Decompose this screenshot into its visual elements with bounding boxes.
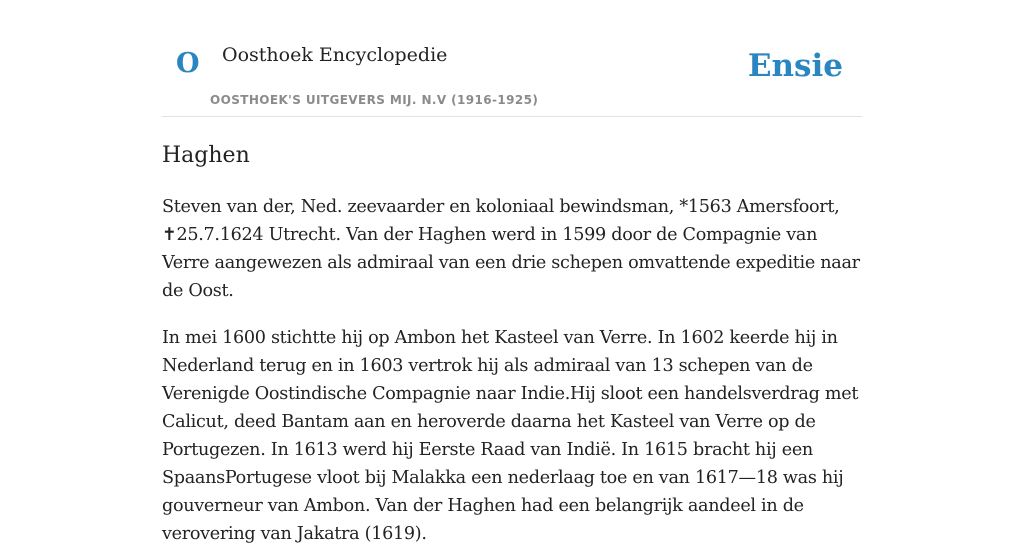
article-title: Haghen (162, 143, 250, 168)
brand-logo-link[interactable]: Ensie (747, 48, 843, 84)
article-paragraph: In mei 1600 stichtte hij op Ambon het Kasteel van Verre. In 1602 keerde hij in Nederland terug en in 1603 vertrok hij als admiraal van 13 schepen van de Verenigde Oostindische Compagnie naar Indie.Hij sloot een handelsverdrag met Calicut, deed Bantam aan en heroverde daarna het Kasteel van Verre op de Portugezen. In 1613 werd hij Eerste Raad van Indië. In 1615 bracht hij een SpaansPortugese vloot bij Malakka een nederlaag toe en van 1617—18 was hij gouverneur van Ambon. Van der Haghen had een belangrijk aandeel in de verovering van Jakatra (1619). (162, 328, 859, 544)
source-title[interactable]: Oosthoek Encyclopedie (222, 44, 448, 66)
page (162, 0, 862, 548)
article-paragraph: Steven van der, Ned. zeevaarder en koloniaal bewindsman, *1563 Amersfoort, ✝25.7.1624 Utrecht. Van der Haghen werd in 1599 door de Compagnie van Verre aangewezen als admiraal van een drie schepen omvattende expeditie naar de Oost. (162, 197, 860, 301)
source-header (162, 0, 862, 117)
source-subtitle: OOSTHOEK'S UITGEVERS MIJ. N.V (1916-1925) (210, 93, 539, 107)
source-logo[interactable]: O (176, 48, 200, 79)
